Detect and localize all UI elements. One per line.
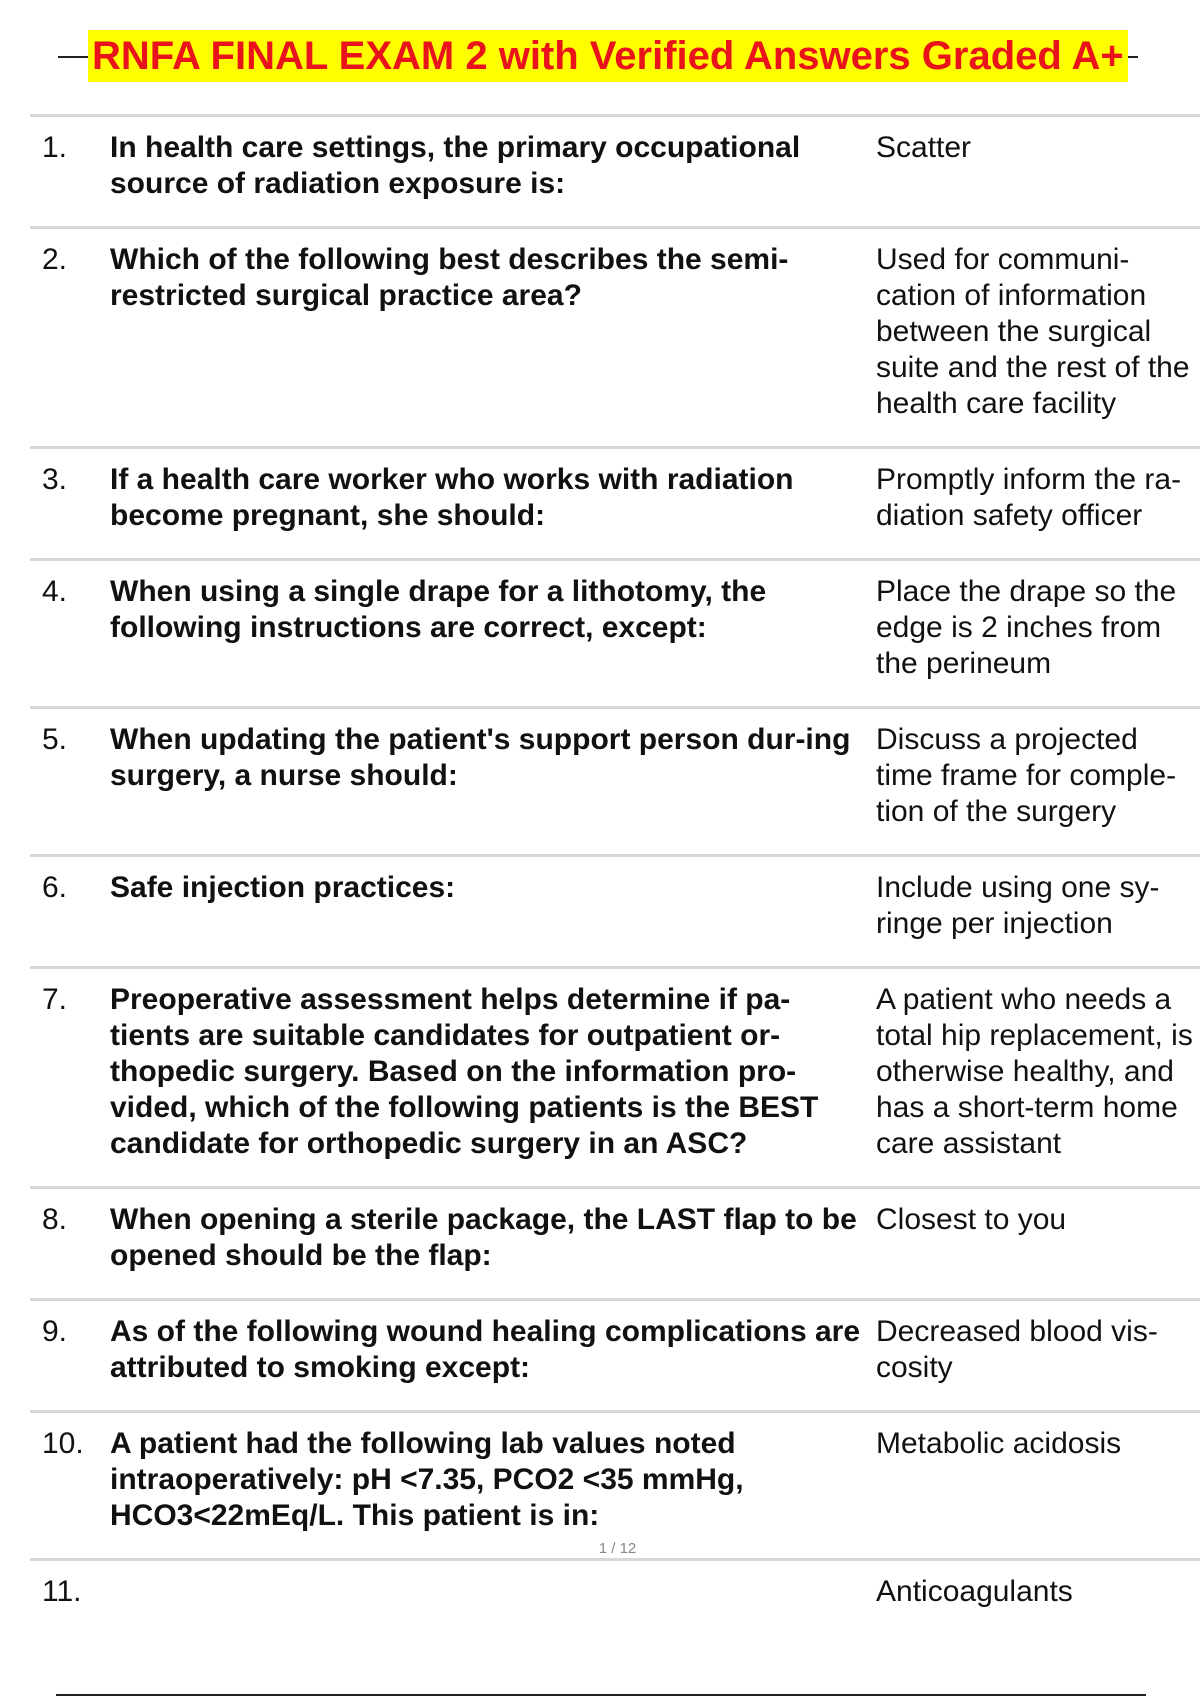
question-number: 6. xyxy=(42,871,68,904)
question-number: 3. xyxy=(42,463,68,496)
answer-text: Include using one sy-ringe per injection xyxy=(876,871,1160,940)
question-text: Safe injection practices: xyxy=(110,871,456,904)
question-text xyxy=(110,1560,870,1635)
qa-row xyxy=(30,228,1200,448)
answer-text: Anticoagulants xyxy=(876,1575,1073,1608)
question-text: In health care settings, the primary occupational source of radiation exposure is: xyxy=(110,131,801,200)
question-number: 9. xyxy=(42,1315,68,1348)
qa-row xyxy=(30,1560,1200,1635)
answer-text: A patient who needs a total hip replacement, is otherwise healthy, and has a short-term home care assistant xyxy=(876,983,1193,1160)
question-number: 10. xyxy=(42,1427,84,1460)
answer-text: Scatter xyxy=(876,131,972,164)
qa-table-body xyxy=(30,116,1200,1635)
question-text: When updating the patient's support person dur-ing surgery, a nurse should: xyxy=(110,723,851,792)
answer-text: Used for communi-cation of information between the surgical suite and the rest of the health care facility xyxy=(876,243,1190,420)
bottom-rule xyxy=(56,1694,1146,1696)
qa-row xyxy=(30,856,1200,968)
qa-table xyxy=(30,114,1200,1634)
question-number: 8. xyxy=(42,1203,68,1236)
qa-row xyxy=(30,116,1200,228)
answer-text: Place the drape so the edge is 2 inches from the perineum xyxy=(876,575,1177,680)
question-text: If a health care worker who works with radiation become pregnant, she should: xyxy=(110,463,794,532)
answer-text: Metabolic acidosis xyxy=(876,1427,1122,1460)
question-text: Preoperative assessment helps determine if pa-tients are suitable candidates for outpatient or-thopedic surgery. Based on the information pro-vided, which of the following patients is the BEST candidate for orthopedic surgery in an ASC? xyxy=(110,983,819,1160)
question-number: 5. xyxy=(42,723,68,756)
question-text: When opening a sterile package, the LAST flap to be opened should be the flap: xyxy=(110,1203,857,1272)
answer-text: Closest to you xyxy=(876,1203,1067,1236)
question-number: 7. xyxy=(42,983,68,1016)
question-text: Which of the following best describes the semi-restricted surgical practice area? xyxy=(110,243,789,312)
answer-text: Discuss a projected time frame for comple-tion of the surgery xyxy=(876,723,1177,828)
question-text: When using a single drape for a lithotomy, the following instructions are correct, except: xyxy=(110,575,767,644)
question-text: As of the following wound healing complications are attributed to smoking except: xyxy=(110,1315,861,1384)
question-number: 1. xyxy=(42,131,68,164)
qa-row xyxy=(30,1412,1200,1560)
question-number: 4. xyxy=(42,575,68,608)
question-number: 2. xyxy=(42,243,68,276)
page-title: RNFA FINAL EXAM 2 with Verified Answers Graded A+ xyxy=(88,30,1128,82)
qa-row xyxy=(30,448,1200,560)
answer-text: Decreased blood vis-cosity xyxy=(876,1315,1158,1384)
qa-row xyxy=(30,560,1200,708)
qa-row xyxy=(30,1300,1200,1412)
qa-row xyxy=(30,708,1200,856)
page-indicator: 1 / 12 xyxy=(598,1540,637,1557)
title-banner xyxy=(58,30,1138,82)
answer-text: Promptly inform the ra-diation safety officer xyxy=(876,463,1182,532)
qa-row xyxy=(30,968,1200,1188)
question-number: 11. xyxy=(42,1575,82,1608)
question-text: A patient had the following lab values noted intraoperatively: pH <7.35, PCO2 <35 mmHg, HCO3<22mEq/L. This patient is in: xyxy=(110,1427,744,1532)
qa-row xyxy=(30,1188,1200,1300)
